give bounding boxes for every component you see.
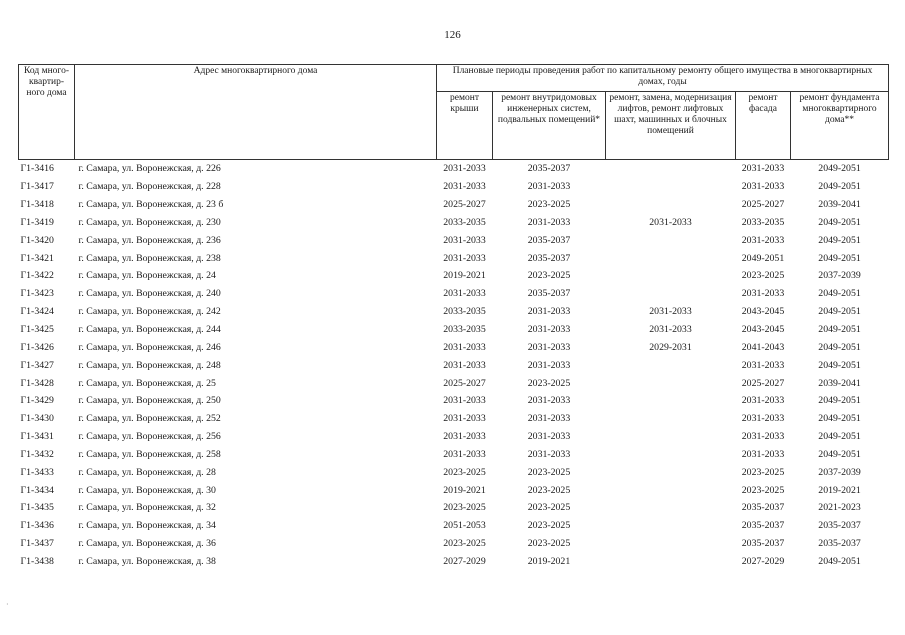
cell-roof: 2033-2035 [443,216,486,228]
cell-facade: 2043-2045 [741,306,785,318]
cell-facade: 2033-2035 [741,216,785,228]
cell-address: г. Самара, ул. Воронежская, д. 250 [78,395,221,407]
cell-elevators: 2031-2033 [649,216,692,228]
cell-elevators [606,410,736,428]
cell-code: Г1-3428 [20,377,54,389]
cell-code: Г1-3434 [20,484,54,496]
cell-systems: 2019-2021 [527,555,571,567]
cell-code: Г1-3425 [20,324,54,336]
cell-foundation: 2049-2051 [818,288,861,300]
cell-roof: 2031-2033 [443,252,486,264]
cell-roof: 2019-2021 [443,270,486,282]
cell-foundation: 2049-2051 [818,413,861,425]
cell-systems: 2023-2025 [527,377,571,389]
cell-systems: 2031-2033 [527,359,571,371]
cell-facade: 2031-2033 [741,234,785,246]
table-row [19,338,889,356]
table-row [19,356,889,374]
header-address: Адрес многоквартирного дома [75,65,437,160]
header-code: Код много-квартир-ного дома [19,65,75,160]
cell-elevators [606,553,736,571]
header-row-1 [19,65,889,92]
cell-facade: 2023-2025 [741,270,785,282]
cell-foundation: 2039-2041 [818,377,861,389]
cell-systems: 2023-2025 [527,520,571,532]
cell-code: Г1-3420 [20,234,54,246]
cell-address: г. Самара, ул. Воронежская, д. 256 [78,431,221,443]
cell-elevators [606,499,736,517]
cell-elevators [606,231,736,249]
repair-schedule-table [18,64,889,570]
cell-code: Г1-3417 [20,181,54,193]
cell-systems: 2023-2025 [527,502,571,514]
cell-code: Г1-3437 [20,538,54,550]
cell-systems: 2035-2037 [527,252,571,264]
cell-foundation: 2049-2051 [818,395,861,407]
table-row [19,267,889,285]
table-body [19,160,889,571]
margin-mark: · [6,600,9,609]
table-row [19,428,889,446]
cell-systems: 2035-2037 [527,234,571,246]
cell-roof: 2023-2025 [443,466,486,478]
cell-roof: 2031-2033 [443,448,486,460]
cell-foundation: 2049-2051 [818,555,861,567]
cell-elevators [606,517,736,535]
cell-roof: 2031-2033 [443,413,486,425]
header-facade: ремонт фасада [736,92,791,160]
cell-facade: 2031-2033 [741,431,785,443]
cell-code: Г1-3426 [20,341,54,353]
table-row [19,535,889,553]
cell-code: Г1-3427 [20,359,54,371]
cell-elevators: 2029-2031 [649,341,692,353]
cell-elevators [606,285,736,303]
cell-code: Г1-3419 [20,216,54,228]
table-row [19,196,889,214]
cell-foundation: 2049-2051 [818,359,861,371]
table-row [19,499,889,517]
cell-systems: 2031-2033 [527,324,571,336]
cell-code: Г1-3429 [20,395,54,407]
cell-systems: 2031-2033 [527,181,571,193]
cell-address: г. Самара, ул. Воронежская, д. 36 [78,538,216,550]
cell-facade: 2035-2037 [741,538,785,550]
cell-elevators [606,267,736,285]
cell-foundation: 2049-2051 [818,431,861,443]
cell-facade: 2031-2033 [741,448,785,460]
cell-facade: 2025-2027 [741,199,785,211]
cell-facade: 2031-2033 [741,413,785,425]
cell-systems: 2031-2033 [527,431,571,443]
cell-address: г. Самара, ул. Воронежская, д. 226 [78,163,221,175]
cell-foundation: 2049-2051 [818,341,861,353]
cell-facade: 2031-2033 [741,163,785,175]
cell-address: г. Самара, ул. Воронежская, д. 28 [78,466,216,478]
cell-foundation: 2049-2051 [818,181,861,193]
cell-systems: 2031-2033 [527,413,571,425]
cell-facade: 2031-2033 [741,395,785,407]
header-roof: ремонт крыши [437,92,493,160]
cell-address: г. Самара, ул. Воронежская, д. 34 [78,520,216,532]
cell-facade: 2025-2027 [741,377,785,389]
table-row [19,517,889,535]
cell-elevators [606,446,736,464]
cell-roof: 2031-2033 [443,234,486,246]
cell-foundation: 2035-2037 [818,538,861,550]
cell-roof: 2023-2025 [443,538,486,550]
cell-facade: 2023-2025 [741,484,785,496]
cell-roof: 2031-2033 [443,181,486,193]
table-row [19,303,889,321]
cell-roof: 2031-2033 [443,395,486,407]
cell-elevators [606,356,736,374]
table-row [19,481,889,499]
cell-code: Г1-3421 [20,252,54,264]
cell-facade: 2031-2033 [741,359,785,371]
cell-code: Г1-3422 [20,270,54,282]
table-row [19,553,889,571]
cell-foundation: 2049-2051 [818,324,861,336]
cell-code: Г1-3433 [20,466,54,478]
cell-address: г. Самара, ул. Воронежская, д. 24 [78,270,216,282]
cell-code: Г1-3430 [20,413,54,425]
cell-elevators [606,463,736,481]
cell-address: г. Самара, ул. Воронежская, д. 238 [78,252,221,264]
cell-address: г. Самара, ул. Воронежская, д. 230 [78,216,221,228]
cell-address: г. Самара, ул. Воронежская, д. 38 [78,555,216,567]
cell-roof: 2033-2035 [443,306,486,318]
cell-roof: 2031-2033 [443,431,486,443]
table-row [19,214,889,232]
cell-systems: 2031-2033 [527,216,571,228]
cell-code: Г1-3431 [20,431,54,443]
cell-code: Г1-3432 [20,448,54,460]
cell-facade: 2023-2025 [741,466,785,478]
cell-address: г. Самара, ул. Воронежская, д. 25 [78,377,216,389]
table-row [19,249,889,267]
table-row [19,160,889,178]
cell-foundation: 2049-2051 [818,216,861,228]
cell-address: г. Самара, ул. Воронежская, д. 258 [78,448,221,460]
cell-foundation: 2049-2051 [818,448,861,460]
cell-elevators [606,428,736,446]
cell-facade: 2043-2045 [741,324,785,336]
cell-foundation: 2037-2039 [818,270,861,282]
cell-elevators [606,481,736,499]
cell-foundation: 2039-2041 [818,199,861,211]
cell-facade: 2035-2037 [741,502,785,514]
cell-systems: 2023-2025 [527,199,571,211]
header-foundation: ремонт фундамента многоквартирного дома** [791,92,889,160]
cell-code: Г1-3436 [20,520,54,532]
cell-address: г. Самара, ул. Воронежская, д. 240 [78,288,221,300]
cell-roof: 2031-2033 [443,163,486,175]
cell-roof: 2025-2027 [443,377,486,389]
cell-systems: 2035-2037 [527,288,571,300]
cell-foundation: 2049-2051 [818,163,861,175]
cell-address: г. Самара, ул. Воронежская, д. 30 [78,484,216,496]
table-row [19,463,889,481]
cell-foundation: 2035-2037 [818,520,861,532]
cell-facade: 2035-2037 [741,520,785,532]
cell-roof: 2031-2033 [443,359,486,371]
cell-roof: 2027-2029 [443,555,486,567]
cell-foundation: 2037-2039 [818,466,861,478]
cell-roof: 2031-2033 [443,341,486,353]
cell-code: Г1-3424 [20,306,54,318]
cell-address: г. Самара, ул. Воронежская, д. 248 [78,359,221,371]
cell-facade: 2031-2033 [741,181,785,193]
cell-roof: 2019-2021 [443,484,486,496]
cell-foundation: 2019-2021 [818,484,861,496]
cell-systems: 2031-2033 [527,341,571,353]
cell-elevators [606,160,736,178]
cell-address: г. Самара, ул. Воронежская, д. 228 [78,181,221,193]
header-elevators: ремонт, замена, модернизация лифтов, ремонт лифтовых шахт, машинных и блочных помещений [606,92,736,160]
cell-elevators: 2031-2033 [649,306,692,318]
table-row [19,410,889,428]
cell-systems: 2031-2033 [527,306,571,318]
cell-address: г. Самара, ул. Воронежская, д. 32 [78,502,216,514]
cell-systems: 2035-2037 [527,163,571,175]
cell-elevators [606,178,736,196]
cell-elevators [606,374,736,392]
cell-systems: 2023-2025 [527,484,571,496]
cell-systems: 2031-2033 [527,448,571,460]
table-row [19,374,889,392]
cell-roof: 2023-2025 [443,502,486,514]
table-row [19,231,889,249]
cell-systems: 2023-2025 [527,270,571,282]
cell-address: г. Самара, ул. Воронежская, д. 246 [78,341,221,353]
cell-systems: 2023-2025 [527,466,571,478]
cell-code: Г1-3423 [20,288,54,300]
cell-facade: 2049-2051 [741,252,785,264]
cell-elevators [606,535,736,553]
page-number: 126 [444,29,461,41]
cell-foundation: 2049-2051 [818,306,861,318]
table-row [19,392,889,410]
cell-roof: 2033-2035 [443,324,486,336]
cell-address: г. Самара, ул. Воронежская, д. 242 [78,306,221,318]
table-row [19,321,889,339]
table-row [19,285,889,303]
cell-address: г. Самара, ул. Воронежская, д. 236 [78,234,221,246]
cell-code: Г1-3438 [20,555,54,567]
cell-address: г. Самара, ул. Воронежская, д. 244 [78,324,221,336]
table-row [19,178,889,196]
cell-roof: 2025-2027 [443,199,486,211]
cell-roof: 2031-2033 [443,288,486,300]
cell-systems: 2023-2025 [527,538,571,550]
cell-code: Г1-3418 [20,199,54,211]
cell-elevators: 2031-2033 [649,324,692,336]
cell-facade: 2041-2043 [741,341,785,353]
cell-address: г. Самара, ул. Воронежская, д. 23 б [78,199,224,211]
cell-foundation: 2049-2051 [818,252,861,264]
cell-elevators [606,249,736,267]
cell-foundation: 2049-2051 [818,234,861,246]
cell-facade: 2031-2033 [741,288,785,300]
cell-facade: 2027-2029 [741,555,785,567]
table-row [19,446,889,464]
cell-systems: 2031-2033 [527,395,571,407]
cell-elevators [606,196,736,214]
cell-code: Г1-3435 [20,502,54,514]
cell-code: Г1-3416 [20,163,54,175]
header-systems: ремонт внутридомовых инженерных систем, подвальных помещений* [493,92,606,160]
header-periods: Плановые периоды проведения работ по капитальному ремонту общего имущества в многоквартирных домах, годы [437,65,889,92]
cell-foundation: 2021-2023 [818,502,861,514]
cell-address: г. Самара, ул. Воронежская, д. 252 [78,413,221,425]
cell-elevators [606,392,736,410]
cell-roof: 2051-2053 [443,520,486,532]
